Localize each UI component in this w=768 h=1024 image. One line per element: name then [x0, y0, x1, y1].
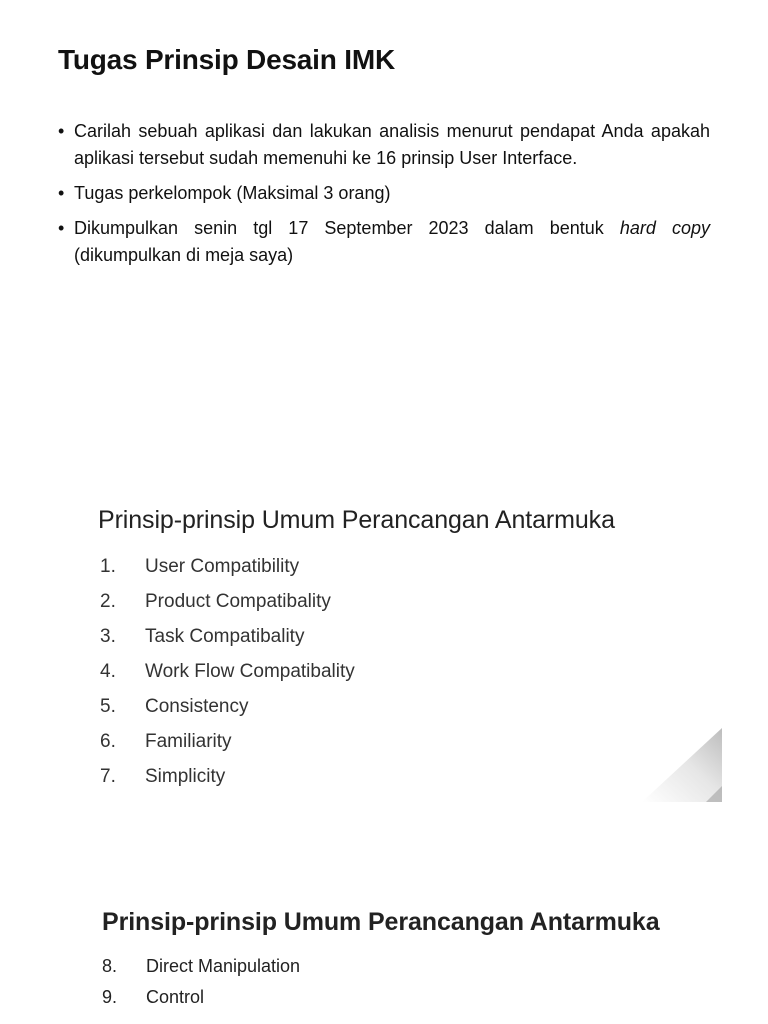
bullet-text: Tugas perkelompok (Maksimal 3 orang) [74, 183, 391, 203]
list-item [100, 659, 355, 694]
bullet-marker: • [58, 183, 65, 203]
list-item [100, 729, 355, 764]
bullet-item [58, 118, 710, 172]
list-item-label: Direct Manipulation [146, 956, 301, 976]
list-item-label: Simplicity [145, 766, 226, 787]
bullet-emphasis: hard copy [619, 218, 710, 238]
list-item [100, 764, 355, 799]
slide-principles-part-1 [0, 490, 768, 810]
list-item-number: 6. [100, 731, 116, 752]
list-item [100, 554, 355, 589]
bullet-marker: • [58, 218, 65, 238]
slide-title: Tugas Prinsip Desain IMK [58, 44, 395, 75]
slide-title: Prinsip-prinsip Umum Perancangan Antarmuka [102, 908, 660, 936]
list-item [100, 624, 355, 659]
list-item-number: 1. [100, 556, 116, 577]
list-item-number: 3. [100, 626, 116, 647]
list-item-label: Control [146, 987, 205, 1007]
slide-principles-part-2 [0, 900, 768, 1024]
list-item [100, 589, 355, 624]
list-item-number: 5. [100, 696, 116, 717]
list-item-number: 7. [100, 766, 116, 787]
list-item-label: Consistency [145, 696, 249, 717]
bullet-marker: • [58, 121, 65, 141]
bullet-text: Carilah sebuah aplikasi dan lakukan analisis menurut pendapat Anda apakah aplikasi tersebut sudah memenuhi ke 16 prinsip User Interface. [74, 121, 710, 168]
slide-assignment [0, 0, 768, 300]
list-item [102, 954, 300, 985]
bullet-list [58, 118, 710, 277]
list-item-number: 9. [102, 987, 118, 1007]
bullet-text: Dikumpulkan senin tgl 17 September 2023 dalam bentuk [74, 218, 620, 238]
list-item [100, 694, 355, 729]
list-item-label: User Compatibility [145, 556, 300, 577]
list-item-number: 4. [100, 661, 116, 682]
bullet-item [58, 180, 710, 207]
bullet-text-continued: (dikumpulkan di meja saya) [74, 245, 294, 265]
bullet-item [58, 215, 710, 269]
numbered-list [100, 554, 355, 799]
list-item-label: Task Compatibality [145, 626, 305, 647]
numbered-list [102, 954, 300, 1016]
list-item-label: Familiarity [145, 731, 232, 752]
list-item-number: 8. [102, 956, 118, 976]
list-item-label: Product Compatibality [145, 591, 331, 612]
list-item [102, 985, 300, 1016]
list-item-label: Work Flow Compatibality [145, 661, 355, 682]
page-curl-decoration [642, 728, 722, 802]
list-item-number: 2. [100, 591, 116, 612]
slide-title: Prinsip-prinsip Umum Perancangan Antarmuka [98, 506, 615, 534]
